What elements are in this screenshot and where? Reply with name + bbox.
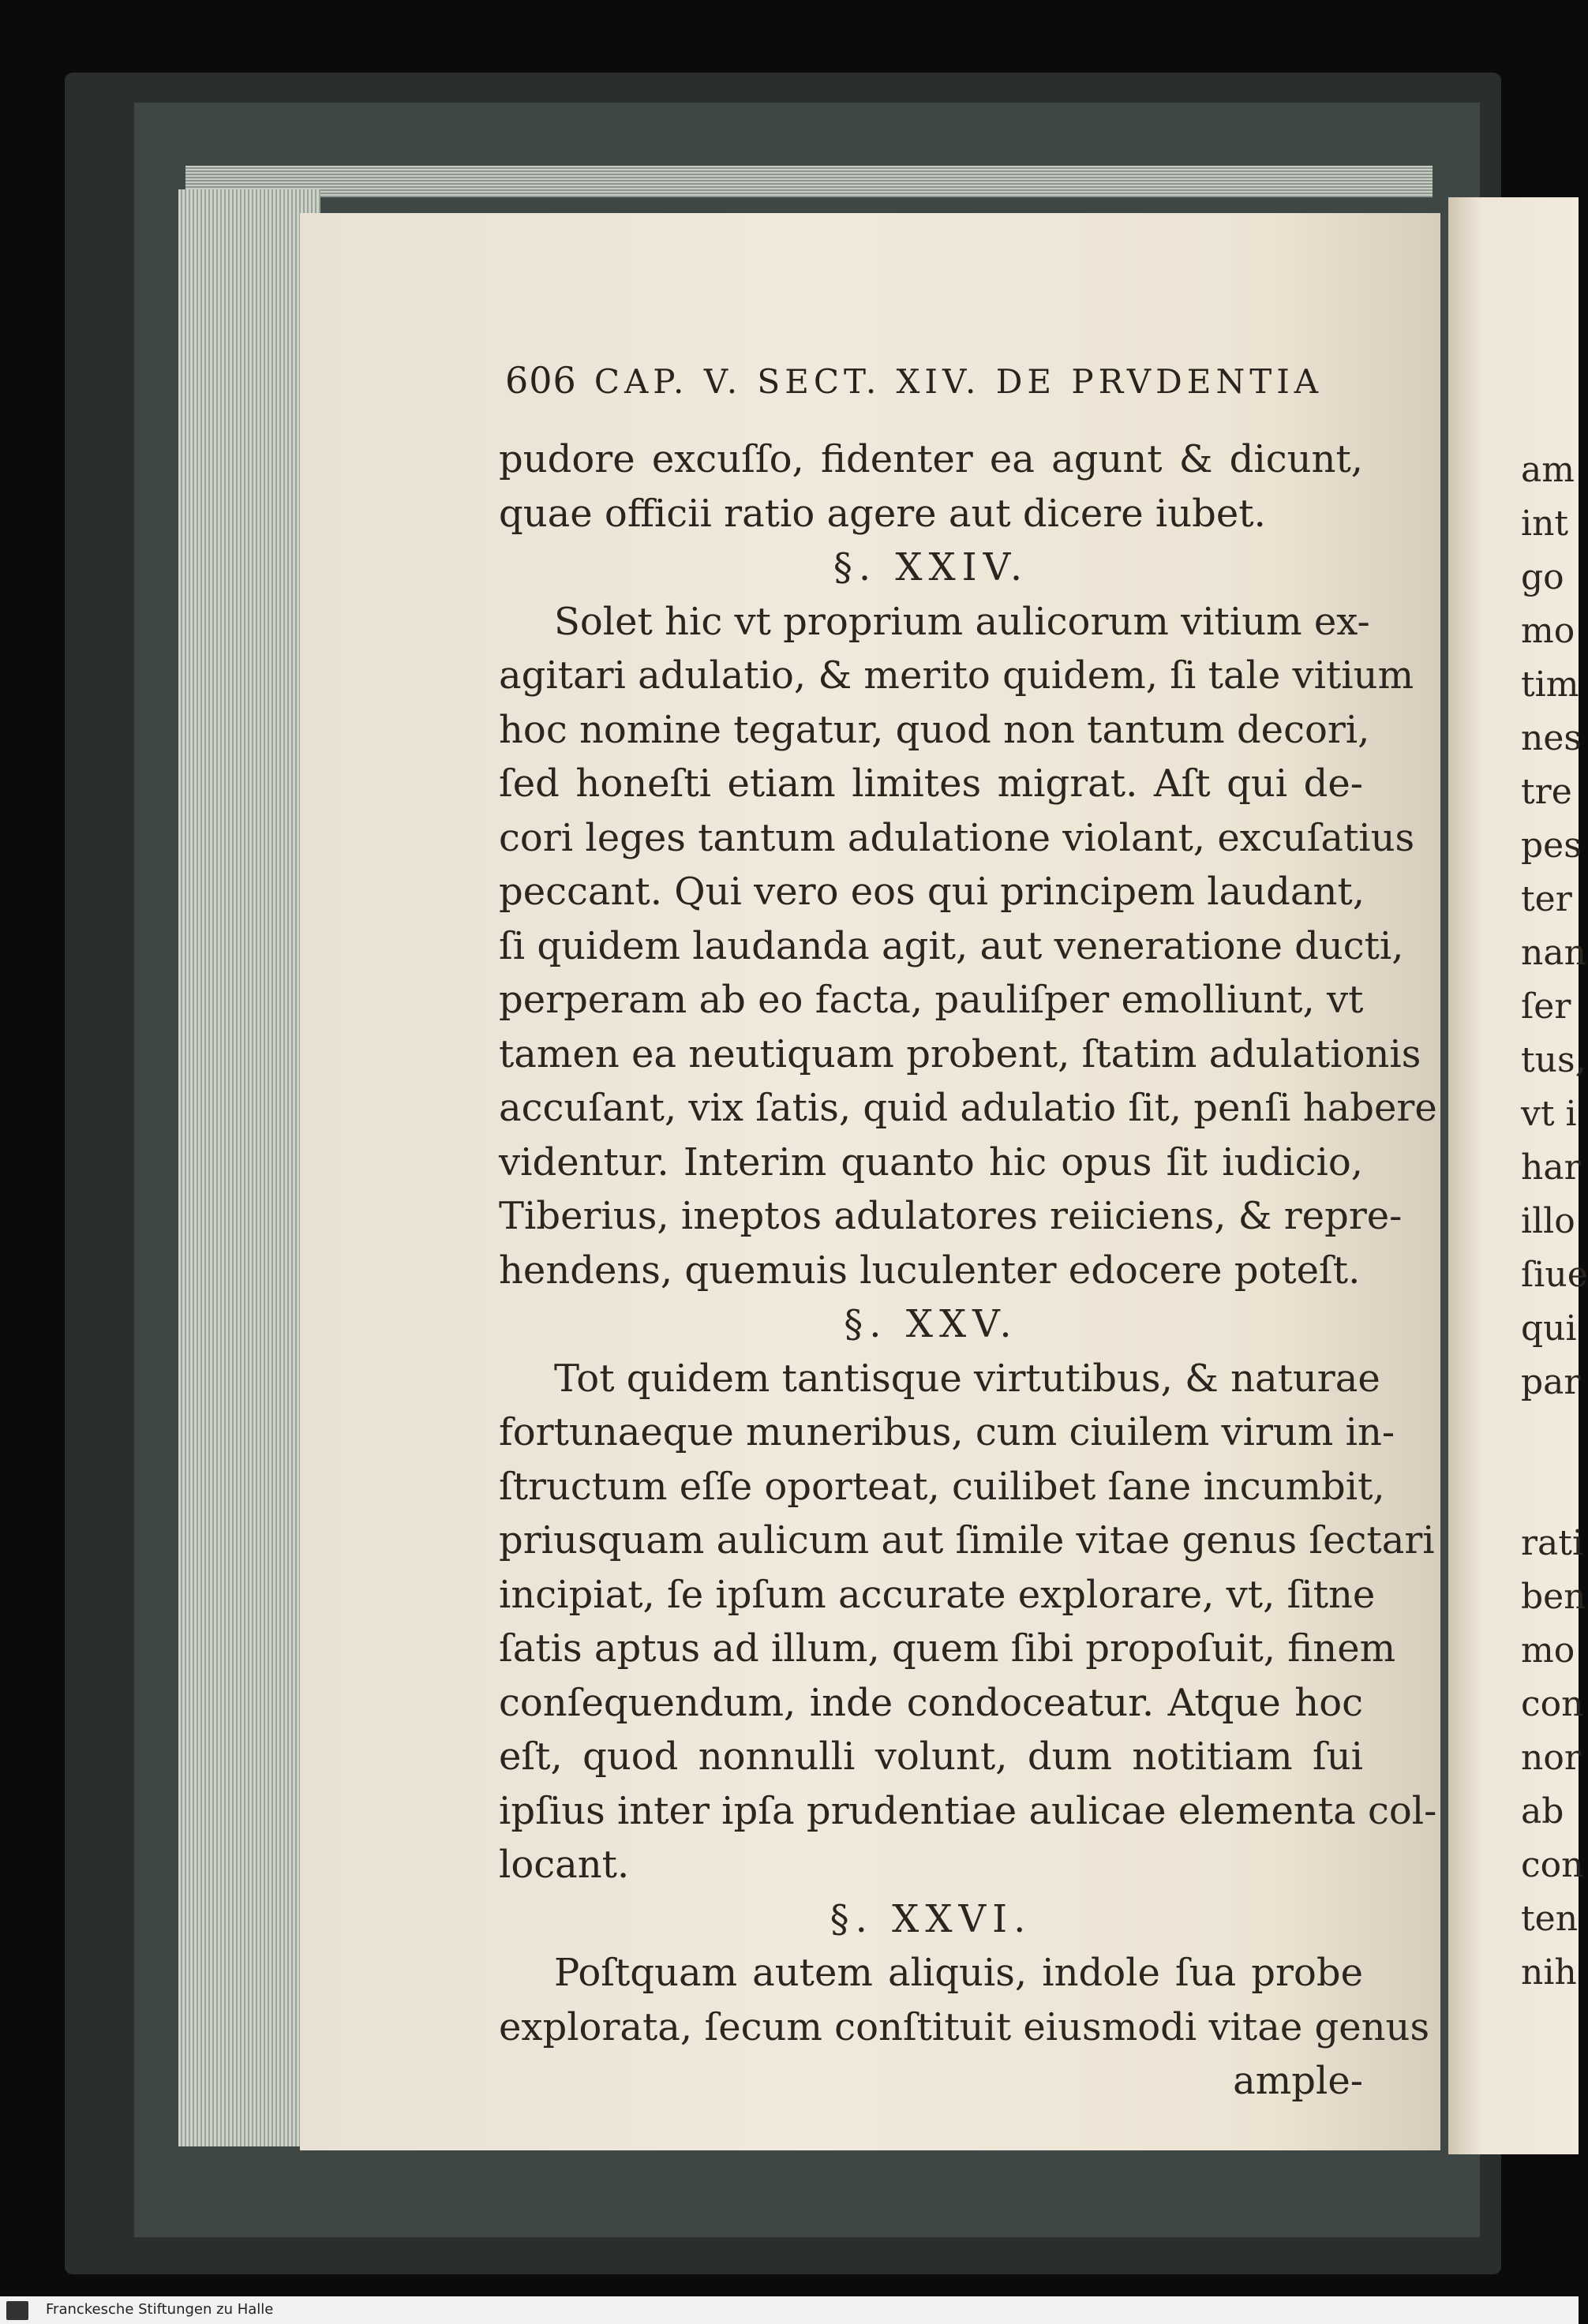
right-page-line: con xyxy=(1521,1845,1584,1885)
catchword: ample- xyxy=(1233,2059,1363,2103)
right-page-line: tus, xyxy=(1521,1040,1586,1080)
right-page-line: ſiue xyxy=(1521,1255,1588,1295)
right-page-line: nor xyxy=(1521,1738,1581,1778)
text-line: tamen ea neutiquam probent, ſtatim adulationis xyxy=(499,1031,1421,1076)
text-line: fortunaeque muneribus, cum ciuilem virum in- xyxy=(499,1410,1395,1454)
right-page-line: tim xyxy=(1521,664,1579,705)
text-line: locant. xyxy=(499,1843,630,1887)
section-heading: §. XXVI. xyxy=(830,1896,1032,1941)
page-edges-top xyxy=(185,166,1433,197)
text-line: ſed honeſti etiam limites migrat. Aſt qui de- xyxy=(499,762,1363,806)
right-page-line: int xyxy=(1521,503,1569,544)
text-line: pudore excuſſo, fidenter ea agunt & dicunt, xyxy=(499,437,1363,481)
text-line: ſi quidem laudanda agit, aut veneratione ducti, xyxy=(499,923,1404,968)
text-line: cori leges tantum adulatione violant, excuſatius xyxy=(499,815,1415,860)
page-number: 606 xyxy=(505,359,577,402)
right-page-line: ter xyxy=(1521,879,1572,919)
page-edges-side xyxy=(178,189,320,2146)
text-line: ſtructum eſſe oporteat, cuilibet ſane incumbit, xyxy=(499,1464,1385,1509)
text-line: eſt, quod nonnulli volunt, dum notitiam ſui xyxy=(499,1735,1363,1779)
right-page-line: vt i xyxy=(1521,1094,1577,1134)
right-page-line: con xyxy=(1521,1684,1584,1724)
footer-credit: Franckesche Stiftungen zu Halle xyxy=(46,2301,274,2318)
right-page-line: nan xyxy=(1521,933,1586,973)
right-page-line: nih xyxy=(1521,1952,1577,1993)
running-header xyxy=(505,359,1323,402)
text-line: ſatis aptus ad illum, quem ſibi propoſuit, finem xyxy=(499,1626,1396,1671)
text-line: accuſant, vix ſatis, quid adulatio ſit, penſi habere xyxy=(499,1086,1437,1130)
text-line: explorata, ſecum conſtituit eiusmodi vitae genus xyxy=(499,2004,1430,2049)
text-line: agitari adulatio, & merito quidem, ſi tale vitium xyxy=(499,653,1414,698)
right-page-line: ten xyxy=(1521,1899,1579,1939)
right-page-line: go xyxy=(1521,557,1564,597)
right-page-line: am xyxy=(1521,450,1575,490)
text-line: conſequendum, inde condoceatur. Atque hoc xyxy=(499,1680,1363,1725)
right-page-line: mo xyxy=(1521,1630,1575,1671)
right-page-line: tre xyxy=(1521,772,1572,812)
text-line: incipiat, ſe ipſum accurate explorare, vt, ſitne xyxy=(499,1572,1376,1617)
section-heading: §. XXV. xyxy=(844,1302,1018,1346)
right-page-fragment xyxy=(1448,197,1588,2154)
running-title: CAP. V. SECT. XIV. DE PRVDENTIA xyxy=(594,362,1324,401)
page-text xyxy=(499,432,1437,2109)
right-page-line: par xyxy=(1521,1362,1581,1402)
text-line: quae officii ratio agere aut dicere iubet. xyxy=(499,491,1266,536)
text-line: hoc nomine tegatur, quod non tantum decori, xyxy=(499,707,1370,752)
right-page-line: har xyxy=(1521,1147,1581,1188)
right-page-line: ab xyxy=(1521,1791,1564,1832)
text-line: perperam ab eo facta, pauliſper emolliunt, vt xyxy=(499,978,1364,1022)
right-page-line: pes xyxy=(1521,825,1582,866)
section-heading: §. XXIV. xyxy=(833,545,1029,589)
right-page-line: mo xyxy=(1521,611,1575,651)
right-page-line: ben xyxy=(1521,1577,1586,1617)
institution-logo-icon xyxy=(6,2301,28,2320)
text-line: videntur. Interim quanto hic opus ſit iudicio, xyxy=(499,1140,1363,1184)
right-page-line: qui xyxy=(1521,1308,1577,1349)
text-line: Tot quidem tantisque virtutibus, & naturae xyxy=(554,1356,1380,1401)
text-line: ipſius inter ipſa prudentiae aulicae elementa col- xyxy=(499,1788,1437,1833)
right-page-line: nes xyxy=(1521,718,1582,758)
right-page-line: rati xyxy=(1521,1523,1584,1563)
text-line: Solet hic vt proprium aulicorum vitium ex- xyxy=(554,599,1370,644)
text-line: hendens, quemuis luculenter edocere poteſt. xyxy=(499,1248,1361,1293)
text-line: priusquam aulicum aut ſimile vitae genus ſectari xyxy=(499,1518,1435,1562)
text-line: Poſtquam autem aliquis, indole ſua probe xyxy=(554,1951,1363,1995)
right-page-line: ſer xyxy=(1521,986,1571,1027)
right-page-line: illo xyxy=(1521,1201,1575,1241)
footer-bar xyxy=(0,2296,1579,2324)
text-line: Tiberius, ineptos adulatores reiiciens, & repre- xyxy=(499,1194,1403,1238)
text-line: peccant. Qui vero eos qui principem laudant, xyxy=(499,870,1365,914)
